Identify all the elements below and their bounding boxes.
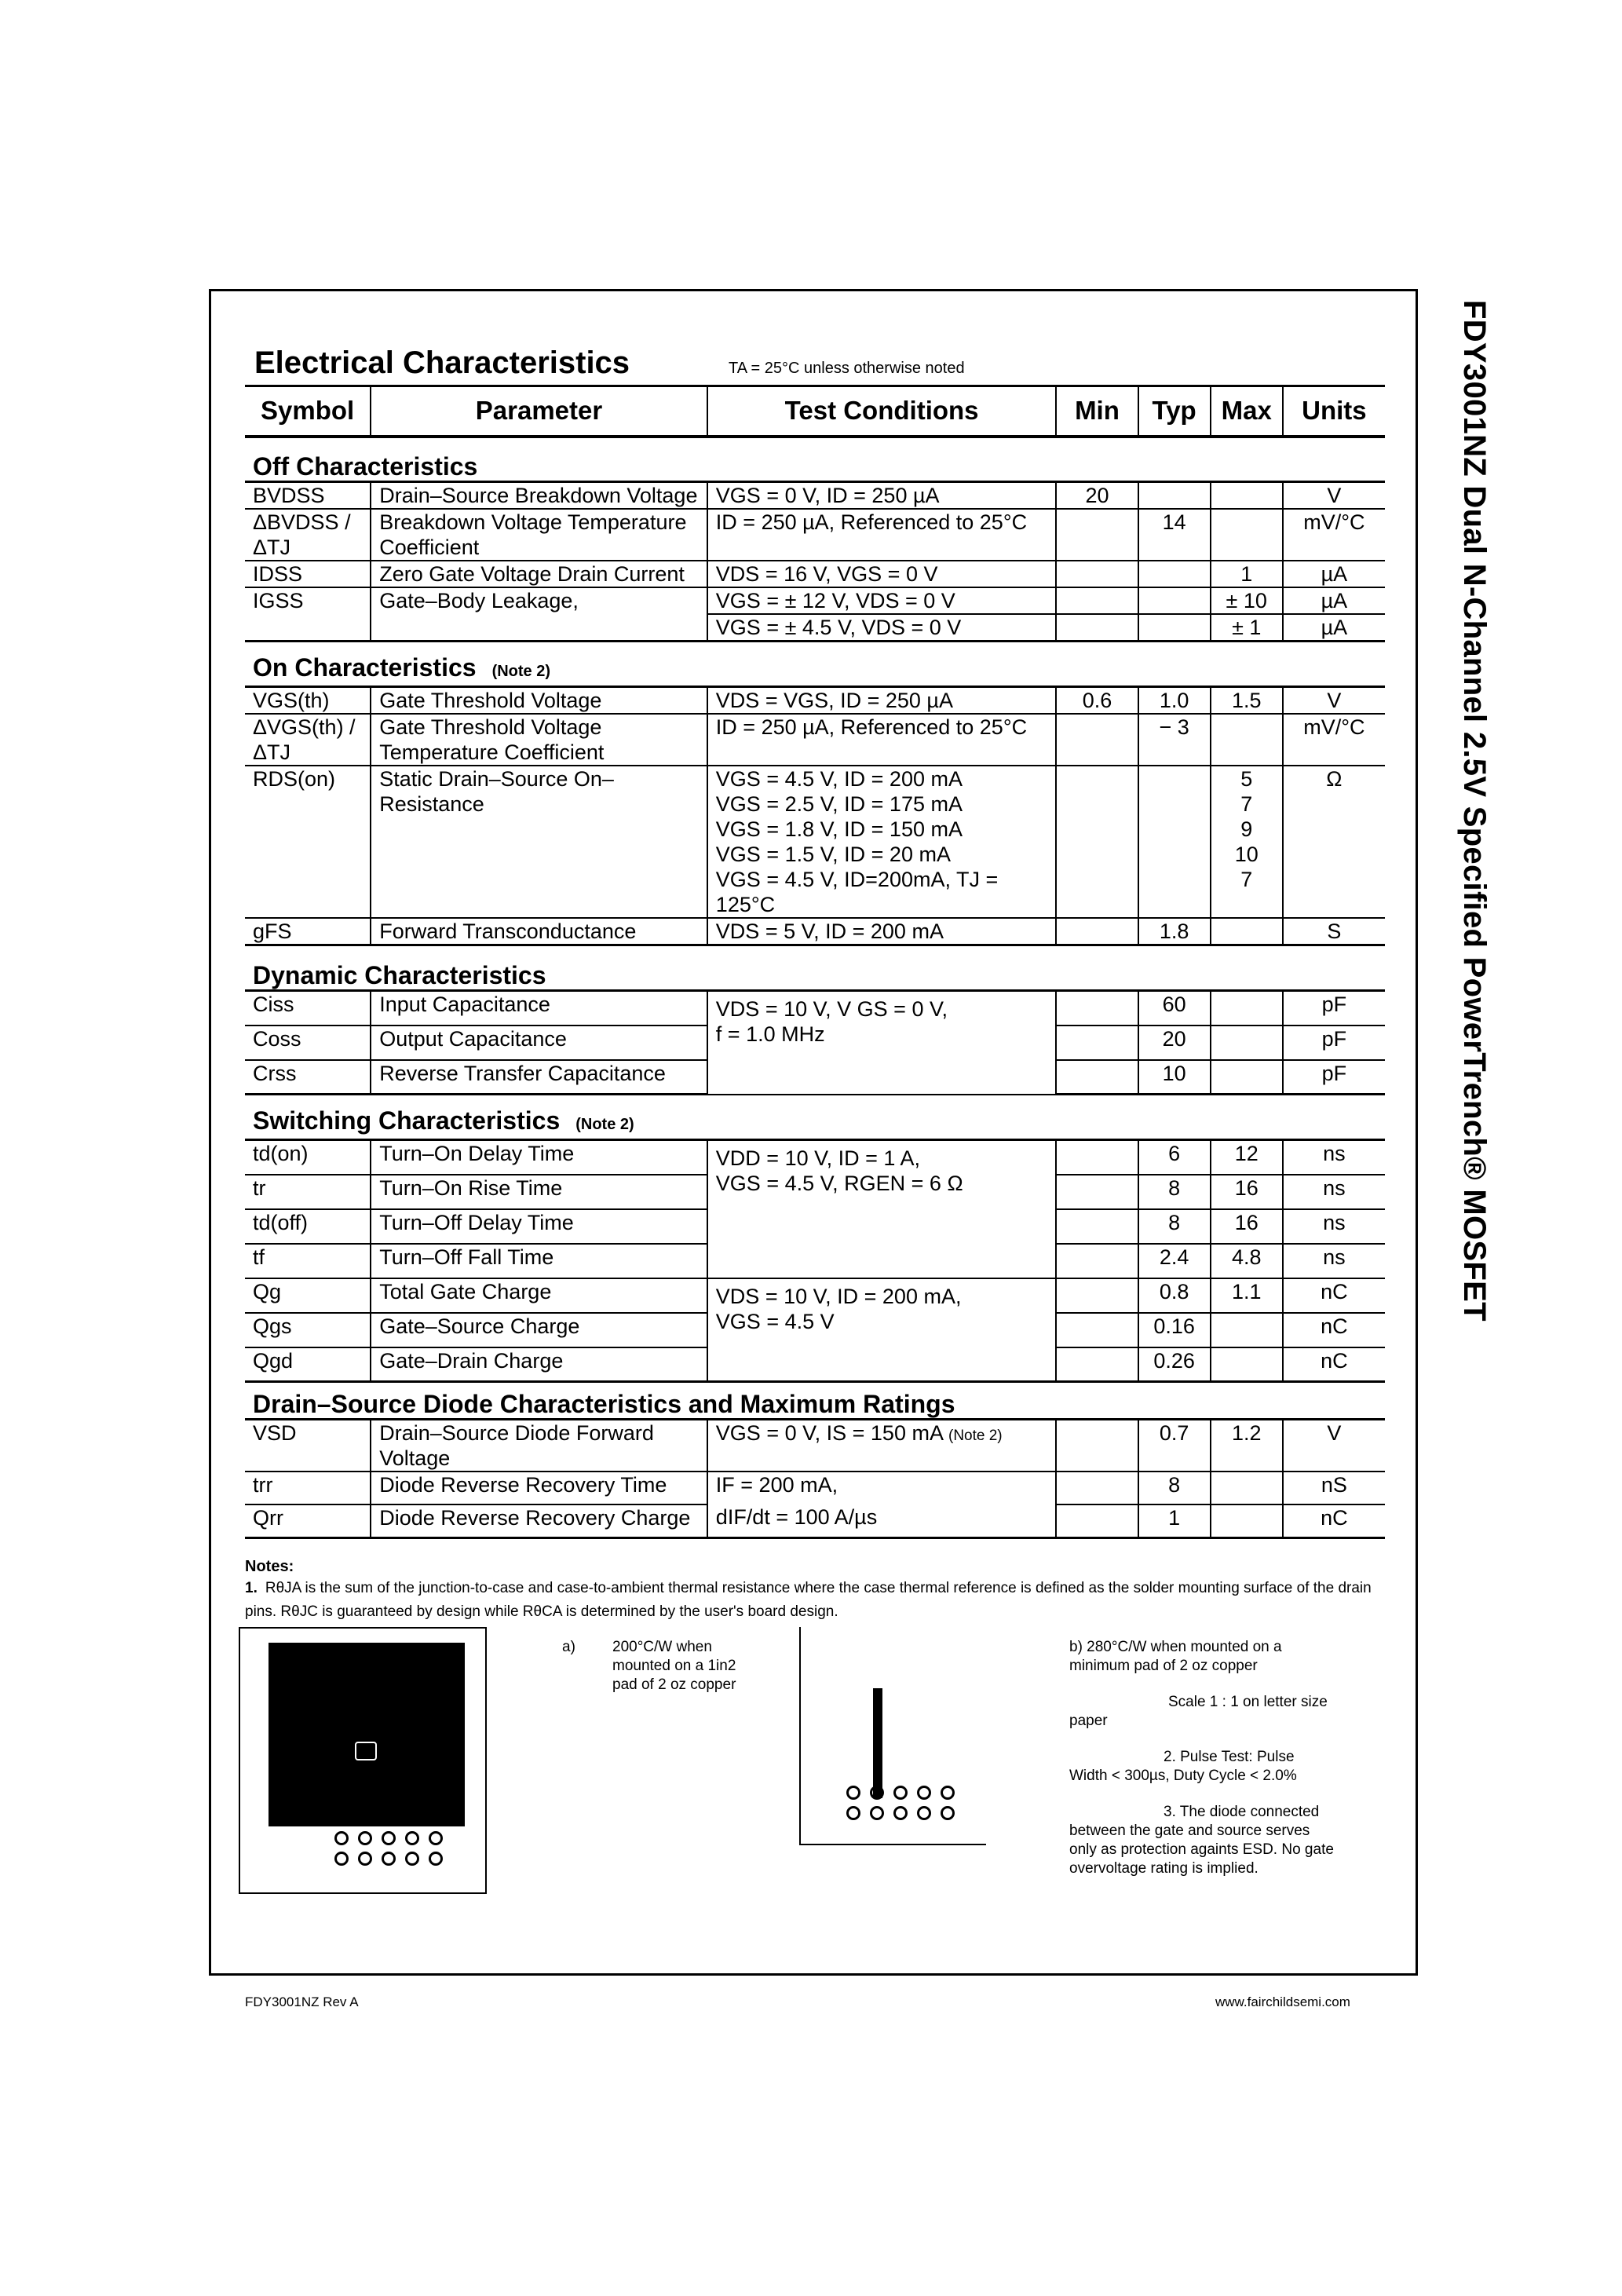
typ-cell: 0.26 (1138, 1347, 1211, 1382)
max-line: 7 (1240, 868, 1253, 891)
condition-cell (707, 991, 1057, 1095)
pad-icon (429, 1831, 443, 1845)
typ-cell: 20 (1138, 1026, 1211, 1060)
pad-icon (382, 1852, 396, 1866)
note-3: 3. The diode connected between the gate and source serves only as protection againts ESD. No gate overvoltage rating is implied. (1069, 1804, 1334, 1877)
section-note: (Note 2) (491, 663, 551, 680)
condition-line: VGS = 1.5 V, ID = 20 mA (715, 843, 951, 866)
table-row (245, 918, 1385, 945)
note-text: RθJA is the sum of the junction-to-case and case-to-ambient thermal resistance where the case thermal reference is defined as the solder mounting surface of the drain pins. RθJC is guaranteed by design while RθCA is determined by the user's board design. (245, 1580, 1372, 1620)
table-row (245, 1140, 1385, 1175)
parameter-cell: Gate–Source Charge (371, 1313, 707, 1347)
condition-line: VGS = 1.8 V, ID = 150 mA (715, 817, 963, 841)
symbol-cell: ΔBVDSS / ΔTJ (245, 509, 371, 561)
units-cell: V (1283, 1420, 1385, 1472)
symbol-cell: td(off) (245, 1209, 371, 1244)
condition-cell: VGS = ± 12 V, VDS = 0 V (707, 587, 1057, 614)
typ-cell (1138, 482, 1211, 510)
symbol-cell: gFS (245, 918, 371, 945)
parameter-cell: Forward Transconductance (371, 918, 707, 945)
table-row (245, 614, 1385, 642)
typ-cell: 10 (1138, 1060, 1211, 1095)
section-title: Drain–Source Diode Characteristics and Maximum Ratings (253, 1390, 955, 1418)
side-title-text: FDY3001NZ Dual N-Channel 2.5V Specified PowerTrench® MOSFET (1457, 300, 1492, 1322)
typ-cell (1138, 614, 1211, 642)
min-cell (1056, 509, 1138, 561)
pad-icon (429, 1852, 443, 1866)
symbol-cell: VSD (245, 1420, 371, 1472)
parameter-cell: Drain–Source Diode Forward Voltage (371, 1420, 707, 1472)
units-cell: S (1283, 918, 1385, 945)
symbol-cell: RDS(on) (245, 766, 371, 918)
scale-note: Scale 1 : 1 on letter size (1168, 1694, 1328, 1710)
figure-a-caption: 200°C/W when mounted on a 1in2 pad of 2 oz copper (612, 1639, 736, 1693)
condition-line: VGS = 4.5 V (715, 1309, 835, 1333)
min-cell (1056, 1278, 1138, 1313)
parameter-cell: Gate Threshold Voltage (371, 687, 707, 715)
ambient-note: TA = 25°C unless otherwise noted (729, 360, 965, 377)
pad-icon (870, 1806, 884, 1820)
typ-cell: 8 (1138, 1472, 1211, 1504)
typ-cell: 0.8 (1138, 1278, 1211, 1313)
col-min: Min (1056, 386, 1138, 437)
scale-note-paper: paper (1069, 1713, 1108, 1729)
condition-cell (707, 1140, 1057, 1278)
condition-line: VGS = 4.5 V, RGEN = 6 Ω (715, 1172, 963, 1195)
table-row (245, 766, 1385, 918)
condition-line: VGS = 4.5 V, ID = 200 mA (715, 767, 963, 791)
condition-line: VDD = 10 V, ID = 1 A, (715, 1146, 920, 1170)
parameter-cell: Static Drain–Source On–Resistance (371, 766, 707, 918)
typ-cell (1138, 561, 1211, 587)
section-on (245, 642, 1385, 687)
units-cell: Ω (1283, 766, 1385, 918)
max-cell: 1 (1211, 561, 1283, 587)
pad-icon (334, 1831, 349, 1845)
col-units: Units (1283, 386, 1385, 437)
max-line: 10 (1234, 843, 1259, 866)
parameter-cell: Drain–Source Breakdown Voltage (371, 482, 707, 510)
typ-cell: 8 (1138, 1209, 1211, 1244)
condition-text: VGS = 0 V, IS = 150 mA (715, 1421, 943, 1445)
figure-a-label: a) (562, 1639, 575, 1655)
pad-icon (405, 1831, 419, 1845)
max-cell (1211, 918, 1283, 945)
min-cell (1056, 1244, 1138, 1278)
side-title (1451, 300, 1498, 1336)
symbol-cell: tr (245, 1175, 371, 1209)
section-title (245, 1095, 1385, 1140)
pad-icon (917, 1806, 931, 1820)
figure-b-pin-pads (846, 1786, 958, 1820)
condition-line: VDS = 10 V, V GS = 0 V, (715, 997, 948, 1021)
symbol-cell: ΔVGS(th) / ΔTJ (245, 714, 371, 766)
condition-cell: VGS = 0 V, ID = 250 µA (707, 482, 1057, 510)
table-row (245, 482, 1385, 510)
parameter-cell: Output Capacitance (371, 1026, 707, 1060)
note-number: 1. (245, 1580, 258, 1596)
max-cell (1211, 509, 1283, 561)
table-row (245, 687, 1385, 715)
units-cell: nC (1283, 1313, 1385, 1347)
condition-line: f = 1.0 MHz (715, 1022, 825, 1046)
max-cell (1211, 1504, 1283, 1537)
units-cell: pF (1283, 1026, 1385, 1060)
symbol-cell: tf (245, 1244, 371, 1278)
section-off (245, 437, 1385, 482)
pad-icon (405, 1852, 419, 1866)
parameter-cell: Total Gate Charge (371, 1278, 707, 1313)
table-row (245, 1472, 1385, 1504)
symbol-cell: Coss (245, 1026, 371, 1060)
table-row (245, 991, 1385, 1026)
units-cell: nS (1283, 1472, 1385, 1504)
condition-cell (707, 766, 1057, 918)
section-dynamic (245, 945, 1385, 991)
typ-cell: 1.0 (1138, 687, 1211, 715)
condition-cell (707, 1278, 1057, 1382)
units-cell: ns (1283, 1140, 1385, 1175)
section-note: (Note 2) (575, 1116, 634, 1133)
section-title-text: On Characteristics (253, 653, 477, 682)
condition-cell: VDS = VGS, ID = 250 µA (707, 687, 1057, 715)
symbol-cell: trr (245, 1472, 371, 1504)
max-cell (1211, 1347, 1283, 1382)
min-cell (1056, 766, 1138, 918)
min-cell (1056, 714, 1138, 766)
min-cell: 0.6 (1056, 687, 1138, 715)
symbol-cell: Qgd (245, 1347, 371, 1382)
max-cell: ± 1 (1211, 614, 1283, 642)
condition-cell: VDS = 5 V, ID = 200 mA (707, 918, 1057, 945)
parameter-cell: Gate–Body Leakage, (371, 587, 707, 614)
footer-revision: FDY3001NZ Rev A (245, 1994, 359, 2009)
col-max: Max (1211, 386, 1283, 437)
section-title: Dynamic Characteristics (253, 961, 546, 989)
units-cell: nC (1283, 1504, 1385, 1537)
parameter-cell: Gate–Drain Charge (371, 1347, 707, 1382)
table-row (245, 587, 1385, 614)
pad-icon (846, 1806, 860, 1820)
condition-cell (707, 1420, 1057, 1472)
condition-line: VDS = 10 V, ID = 200 mA, (715, 1284, 962, 1308)
units-cell: ns (1283, 1244, 1385, 1278)
typ-cell: 60 (1138, 991, 1211, 1026)
units-cell: mV/°C (1283, 509, 1385, 561)
max-line: 7 (1240, 792, 1253, 816)
parameter-cell: Turn–On Delay Time (371, 1140, 707, 1175)
max-cell (1211, 1472, 1283, 1504)
symbol-cell: Qrr (245, 1504, 371, 1537)
min-cell (1056, 1420, 1138, 1472)
parameter-cell: Zero Gate Voltage Drain Current (371, 561, 707, 587)
pad-icon (893, 1786, 908, 1800)
pad-icon (870, 1786, 884, 1800)
max-cell: 16 (1211, 1175, 1283, 1209)
pad-icon (846, 1786, 860, 1800)
section-switching (245, 1095, 1385, 1140)
condition-note: (Note 2) (948, 1428, 1003, 1444)
typ-cell (1138, 587, 1211, 614)
symbol-cell: Ciss (245, 991, 371, 1026)
section-title-text: Switching Characteristics (253, 1106, 561, 1135)
section-title: Off Characteristics (253, 452, 478, 481)
note-2: 2. Pulse Test: Pulse Width < 300µs, Duty Cycle < 2.0% (1069, 1749, 1297, 1784)
units-cell: ns (1283, 1209, 1385, 1244)
max-cell (1211, 482, 1283, 510)
condition-cell: ID = 250 µA, Referenced to 25°C (707, 714, 1057, 766)
typ-cell: 14 (1138, 509, 1211, 561)
units-cell: µA (1283, 587, 1385, 614)
condition-cell: VDS = 16 V, VGS = 0 V (707, 561, 1057, 587)
pad-icon (893, 1806, 908, 1820)
table-row (245, 1278, 1385, 1313)
page-title: Electrical Characteristics (254, 345, 630, 380)
max-cell (1211, 991, 1283, 1026)
parameter-cell: Reverse Transfer Capacitance (371, 1060, 707, 1095)
parameter-cell: Diode Reverse Recovery Time (371, 1472, 707, 1504)
units-cell: mV/°C (1283, 714, 1385, 766)
parameter-cell: Gate Threshold Voltage Temperature Coefficient (371, 714, 707, 766)
figure-b-caption: b) 280°C/W when mounted on a minimum pad of 2 oz copper (1069, 1639, 1282, 1674)
pad-icon (382, 1831, 396, 1845)
col-parameter: Parameter (371, 386, 707, 437)
typ-cell: 8 (1138, 1175, 1211, 1209)
pad-icon (941, 1806, 955, 1820)
pad-icon (358, 1831, 372, 1845)
parameter-cell: Turn–On Rise Time (371, 1175, 707, 1209)
min-cell (1056, 1472, 1138, 1504)
min-cell (1056, 1504, 1138, 1537)
footer-url[interactable]: www.fairchildsemi.com (1215, 1994, 1350, 2009)
header-row (245, 386, 1385, 437)
min-cell (1056, 991, 1138, 1026)
col-symbol: Symbol (245, 386, 371, 437)
typ-cell (1138, 766, 1211, 918)
electrical-characteristics-table (245, 385, 1385, 1539)
min-cell (1056, 918, 1138, 945)
parameter-cell: Diode Reverse Recovery Charge (371, 1504, 707, 1537)
symbol-cell: IDSS (245, 561, 371, 587)
symbol-cell (245, 614, 371, 642)
parameter-cell: Turn–Off Fall Time (371, 1244, 707, 1278)
condition-cell: ID = 250 µA, Referenced to 25°C (707, 509, 1057, 561)
figure-b-trace (873, 1688, 882, 1798)
typ-cell: 6 (1138, 1140, 1211, 1175)
max-cell: 12 (1211, 1140, 1283, 1175)
typ-cell: 1.8 (1138, 918, 1211, 945)
max-cell (1211, 1060, 1283, 1095)
col-typ: Typ (1138, 386, 1211, 437)
min-cell (1056, 1026, 1138, 1060)
units-cell: ns (1283, 1175, 1385, 1209)
max-line: 9 (1240, 817, 1253, 841)
max-cell (1211, 714, 1283, 766)
max-cell (1211, 1026, 1283, 1060)
pad-icon (334, 1852, 349, 1866)
notes-heading: Notes: (245, 1558, 294, 1575)
typ-cell: 1 (1138, 1504, 1211, 1537)
typ-cell: − 3 (1138, 714, 1211, 766)
units-cell: µA (1283, 561, 1385, 587)
min-cell (1056, 1313, 1138, 1347)
max-cell: 1.2 (1211, 1420, 1283, 1472)
units-cell: nC (1283, 1347, 1385, 1382)
figure-a-copper-pad (269, 1643, 465, 1826)
section-title (245, 642, 1385, 687)
max-cell: 1.1 (1211, 1278, 1283, 1313)
units-cell: pF (1283, 1060, 1385, 1095)
max-line: 5 (1240, 767, 1253, 791)
condition-line: VGS = 2.5 V, ID = 175 mA (715, 792, 963, 816)
symbol-cell: BVDSS (245, 482, 371, 510)
symbol-cell: IGSS (253, 589, 304, 612)
typ-cell: 0.7 (1138, 1420, 1211, 1472)
table-row (245, 714, 1385, 766)
symbol-cell: Qgs (245, 1313, 371, 1347)
pad-icon (941, 1786, 955, 1800)
table-row (245, 509, 1385, 561)
max-cell: 4.8 (1211, 1244, 1283, 1278)
table-row (245, 1504, 1385, 1537)
figure-a-device-icon (355, 1742, 377, 1760)
units-cell: V (1283, 482, 1385, 510)
min-cell (1056, 1175, 1138, 1209)
symbol-cell: td(on) (245, 1140, 371, 1175)
parameter-cell: Turn–Off Delay Time (371, 1209, 707, 1244)
units-cell: V (1283, 687, 1385, 715)
min-cell (1056, 587, 1138, 614)
table-row (245, 1420, 1385, 1472)
note-1 (245, 1577, 1383, 1624)
max-cell: 1.5 (1211, 687, 1283, 715)
figure-a-pin-pads (334, 1831, 446, 1866)
table-row (245, 561, 1385, 587)
min-cell (1056, 1347, 1138, 1382)
min-cell (1056, 1140, 1138, 1175)
parameter-cell: Input Capacitance (371, 991, 707, 1026)
symbol-cell: Crss (245, 1060, 371, 1095)
condition-cell: VGS = ± 4.5 V, VDS = 0 V (707, 614, 1057, 642)
max-cell (1211, 1313, 1283, 1347)
min-cell (1056, 1209, 1138, 1244)
pad-icon (358, 1852, 372, 1866)
parameter-cell (371, 614, 707, 642)
min-cell: 20 (1056, 482, 1138, 510)
units-cell: nC (1283, 1278, 1385, 1313)
pad-icon (917, 1786, 931, 1800)
condition-cell: dIF/dt = 100 A/µs (707, 1504, 1057, 1537)
condition-line: VGS = 4.5 V, ID=200mA, TJ = 125°C (715, 868, 999, 916)
max-cell: ± 10 (1211, 587, 1283, 614)
symbol-cell: VGS(th) (245, 687, 371, 715)
units-cell: µA (1283, 614, 1385, 642)
max-cell (1211, 766, 1283, 918)
parameter-cell: Breakdown Voltage Temperature Coefficient (371, 509, 707, 561)
min-cell (1056, 614, 1138, 642)
symbol-cell: Qg (245, 1278, 371, 1313)
section-diode (245, 1382, 1385, 1420)
min-cell (1056, 561, 1138, 587)
min-cell (1056, 1060, 1138, 1095)
typ-cell: 2.4 (1138, 1244, 1211, 1278)
col-conditions: Test Conditions (707, 386, 1057, 437)
units-cell: pF (1283, 991, 1385, 1026)
typ-cell: 0.16 (1138, 1313, 1211, 1347)
max-cell: 16 (1211, 1209, 1283, 1244)
condition-cell: IF = 200 mA, (707, 1472, 1057, 1504)
